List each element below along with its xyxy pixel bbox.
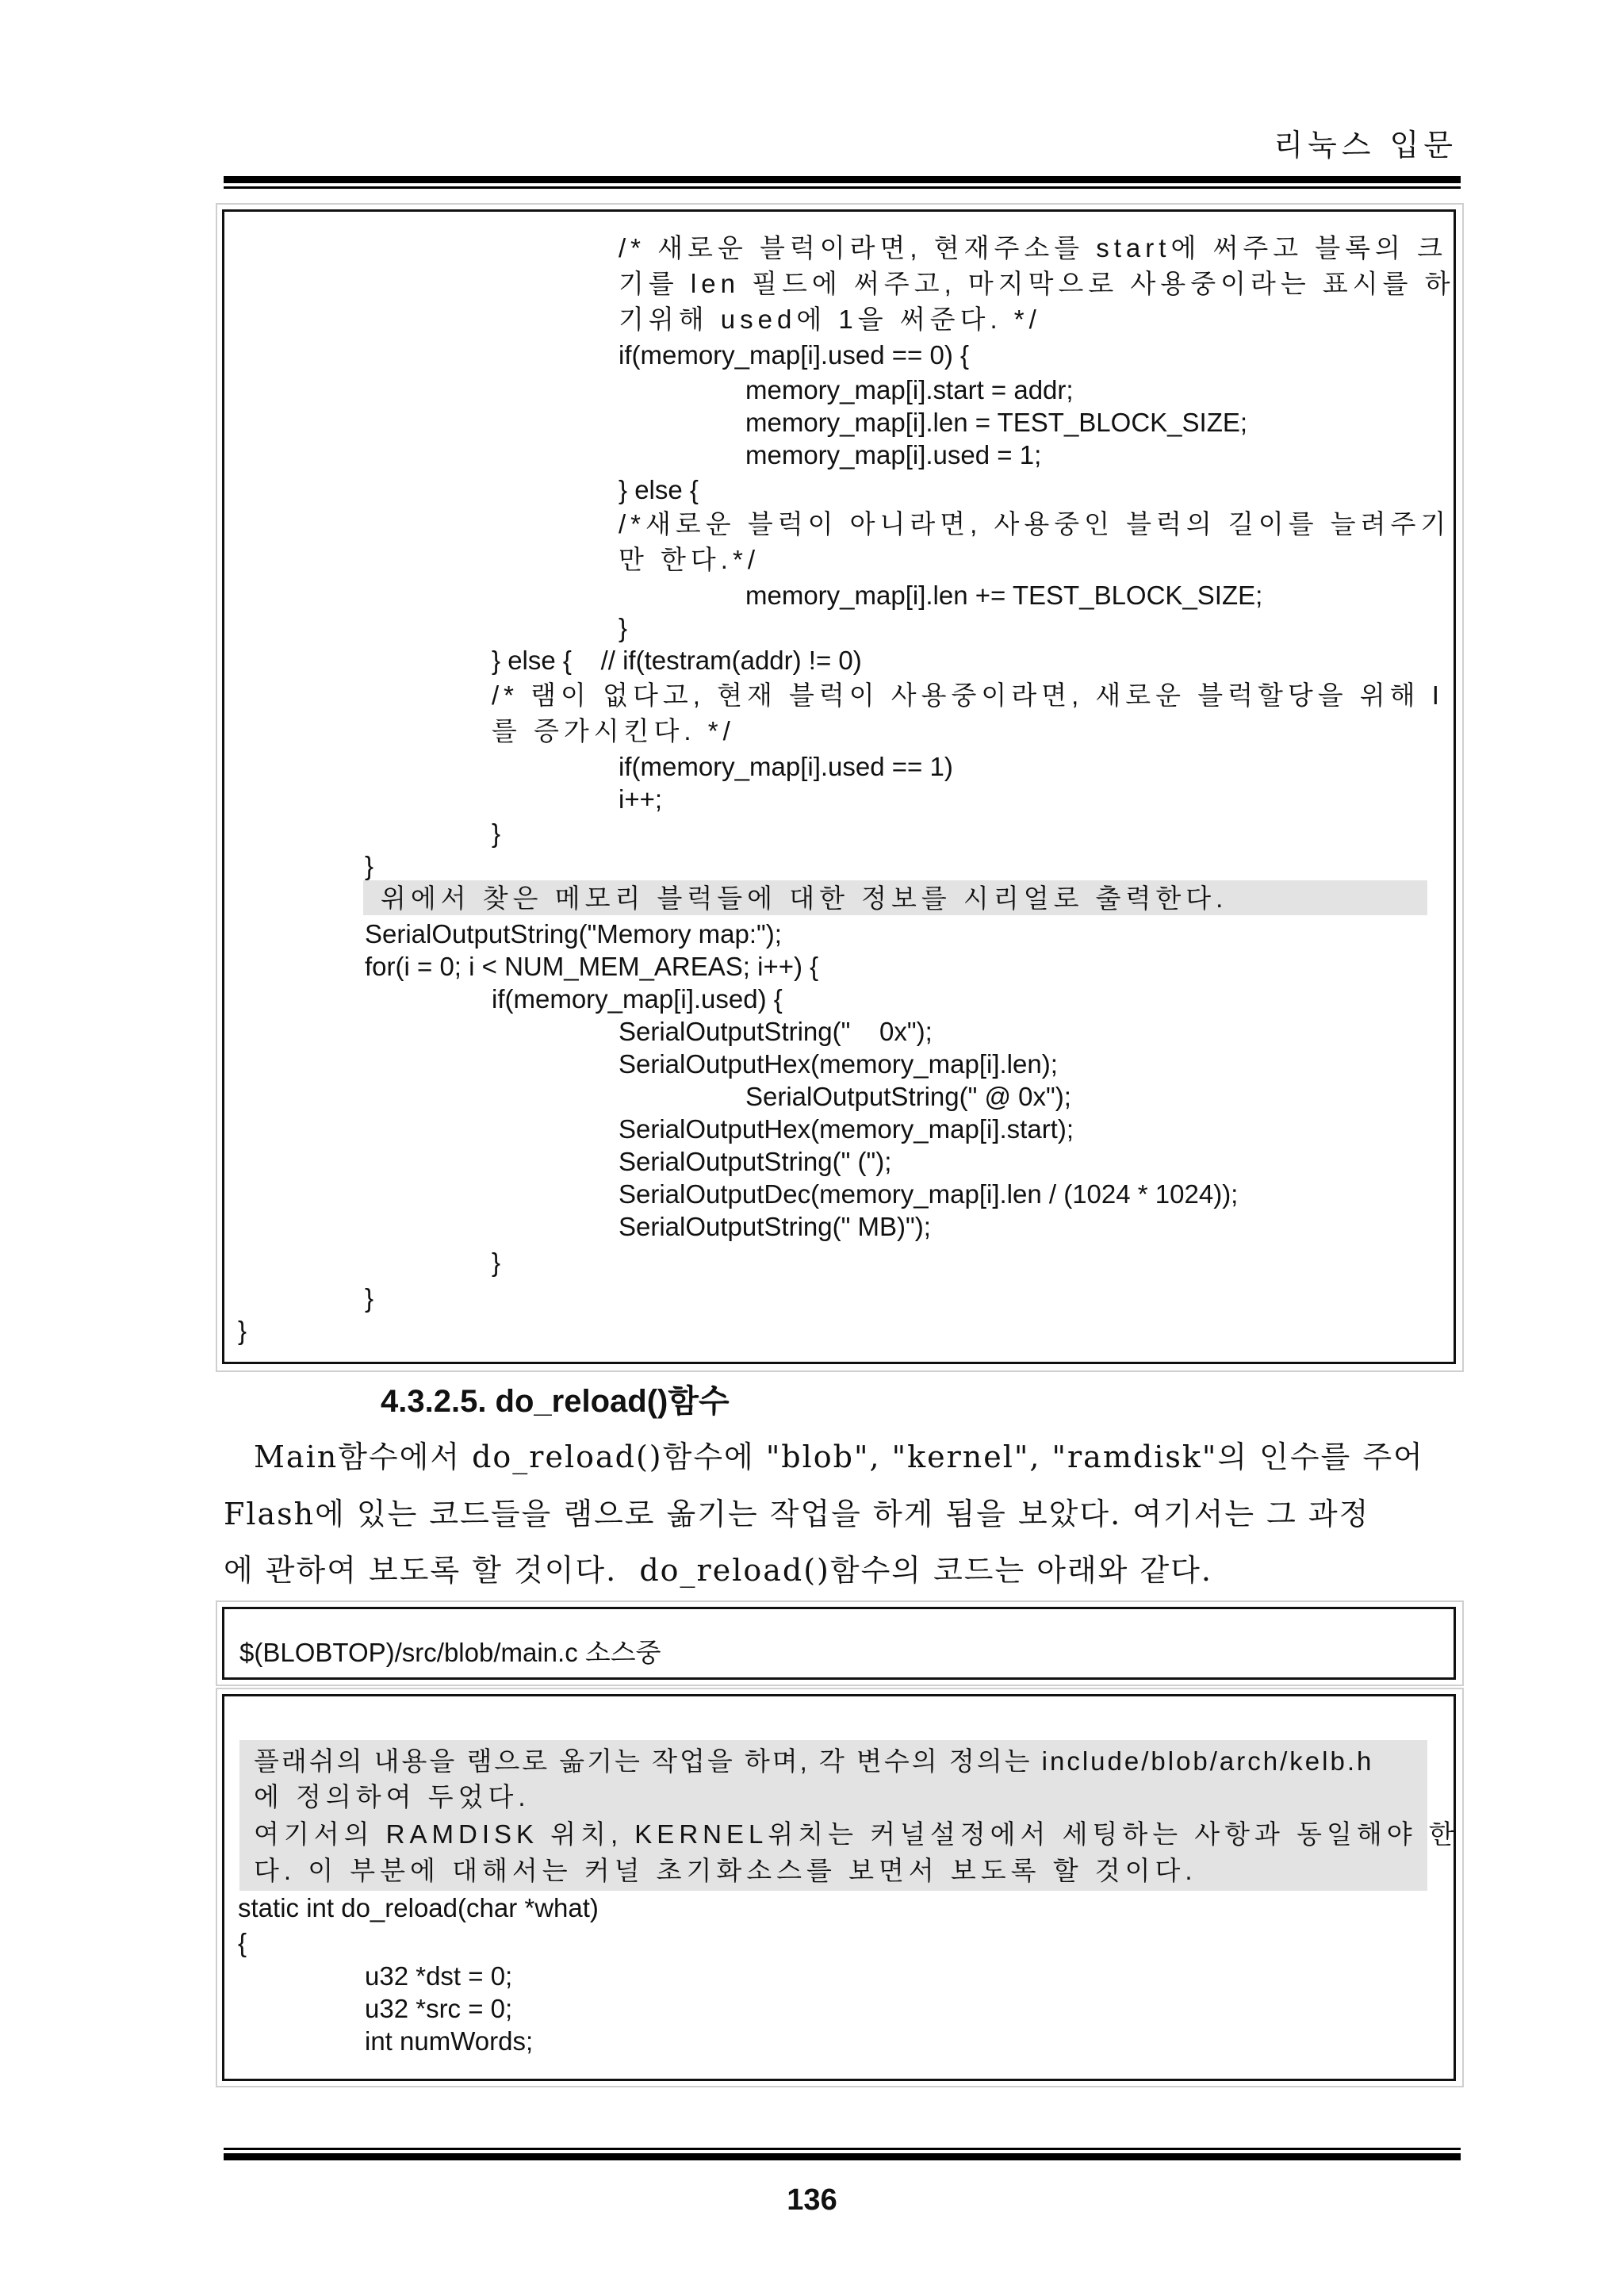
code-line: } (238, 1316, 247, 1345)
paragraph-line: Main함수에서 do_reload()함수에 "blob", "kernel", "ramdisk"의 인수를 주어 (254, 1439, 1424, 1474)
paragraph-line: Flash에 있는 코드들을 램으로 옮기는 작업을 하게 됨을 보았다. 여기서는 그 과정 (224, 1497, 1370, 1531)
footer-rule-thin (224, 2148, 1461, 2150)
code-line: SerialOutputString(" ("); (619, 1147, 892, 1176)
code-line: /* 램이 없다고, 현재 블럭이 사용중이라면, 새로운 블럭할당을 위해 I (492, 680, 1444, 710)
code-line: } (619, 613, 628, 642)
code-line: SerialOutputString(" MB)"); (619, 1212, 931, 1241)
code-line: /* 새로운 블럭이라면, 현재주소를 start에 써주고 블록의 크 (619, 233, 1447, 263)
code-line: { (238, 1928, 247, 1957)
code-comment: 여기서의 RAMDISK 위치, KERNEL위치는 커널설정에서 세팅하는 사항과 동일해야 한 (254, 1819, 1459, 1849)
code-line: if(memory_map[i].used == 1) (619, 752, 953, 781)
code-line: 만 한다.*/ (619, 545, 760, 574)
header-rule-thin (224, 186, 1461, 189)
source-path-label: $(BLOBTOP)/src/blob/main.c 소스중 (239, 1638, 661, 1667)
code-line: u32 *dst = 0; (365, 1961, 513, 1991)
code-comment: 다. 이 부분에 대해서는 커널 초기화소스를 보면서 보도록 할 것이다. (254, 1856, 1197, 1885)
code-line: 기를 len 필드에 써주고, 마지막으로 사용중이라는 표시를 하 (619, 269, 1455, 298)
code-line: int numWords; (365, 2026, 534, 2056)
code-line: 기위해 used에 1을 써준다. */ (619, 305, 1041, 334)
code-line: } (492, 1248, 501, 1277)
code-line: SerialOutputHex(memory_map[i].len); (619, 1049, 1058, 1079)
code-line: } else { (619, 475, 699, 504)
header-rule (224, 176, 1461, 183)
code-line: i++; (619, 784, 663, 814)
running-header-title: 리눅스 입문 (1274, 128, 1457, 163)
code-line: } else { // if(testram(addr) != 0) (492, 646, 862, 675)
code-line: if(memory_map[i].used) { (492, 984, 783, 1014)
code-line: 를 증가시킨다. */ (492, 716, 735, 746)
code-line: for(i = 0; i < NUM_MEM_AREAS; i++) { (365, 952, 819, 981)
code-line: SerialOutputString("Memory map:"); (365, 919, 782, 949)
code-line: memory_map[i].len += TEST_BLOCK_SIZE; (745, 581, 1263, 610)
code-line: SerialOutputString(" @ 0x"); (745, 1082, 1071, 1111)
code-line: /*새로운 블럭이 아니라면, 사용중인 블럭의 길이를 늘려주기 (619, 509, 1451, 539)
code-comment: 플래쉬의 내용을 램으로 옮기는 작업을 하며, 각 변수의 정의는 include/blob/arch/kelb.h (254, 1746, 1374, 1776)
section-heading: 4.3.2.5. do_reload()함수 (381, 1384, 730, 1419)
code-comment: 위에서 찾은 메모리 블럭들에 대한 정보를 시리얼로 출력한다. (381, 884, 1228, 913)
code-line: u32 *src = 0; (365, 1994, 513, 2023)
code-line: memory_map[i].used = 1; (745, 440, 1042, 470)
code-line: static int do_reload(char *what) (238, 1893, 599, 1922)
code-line: SerialOutputDec(memory_map[i].len / (1024 * 1024)); (619, 1179, 1239, 1209)
code-line: } (365, 1283, 374, 1313)
code-line: if(memory_map[i].used == 0) { (619, 340, 970, 370)
code-line: SerialOutputString(" 0x"); (619, 1017, 933, 1046)
paragraph-line: 에 관하여 보도록 할 것이다. do_reload()함수의 코드는 아래와 같다. (224, 1553, 1212, 1588)
code-line: SerialOutputHex(memory_map[i].start); (619, 1114, 1074, 1144)
page-number: 136 (787, 2183, 837, 2217)
code-line: memory_map[i].len = TEST_BLOCK_SIZE; (745, 408, 1248, 437)
footer-rule (224, 2153, 1461, 2160)
code-line: } (365, 851, 374, 880)
code-line: memory_map[i].start = addr; (745, 375, 1074, 404)
code-comment: 에 정의하여 두었다. (254, 1782, 530, 1811)
code-line: } (492, 818, 501, 848)
